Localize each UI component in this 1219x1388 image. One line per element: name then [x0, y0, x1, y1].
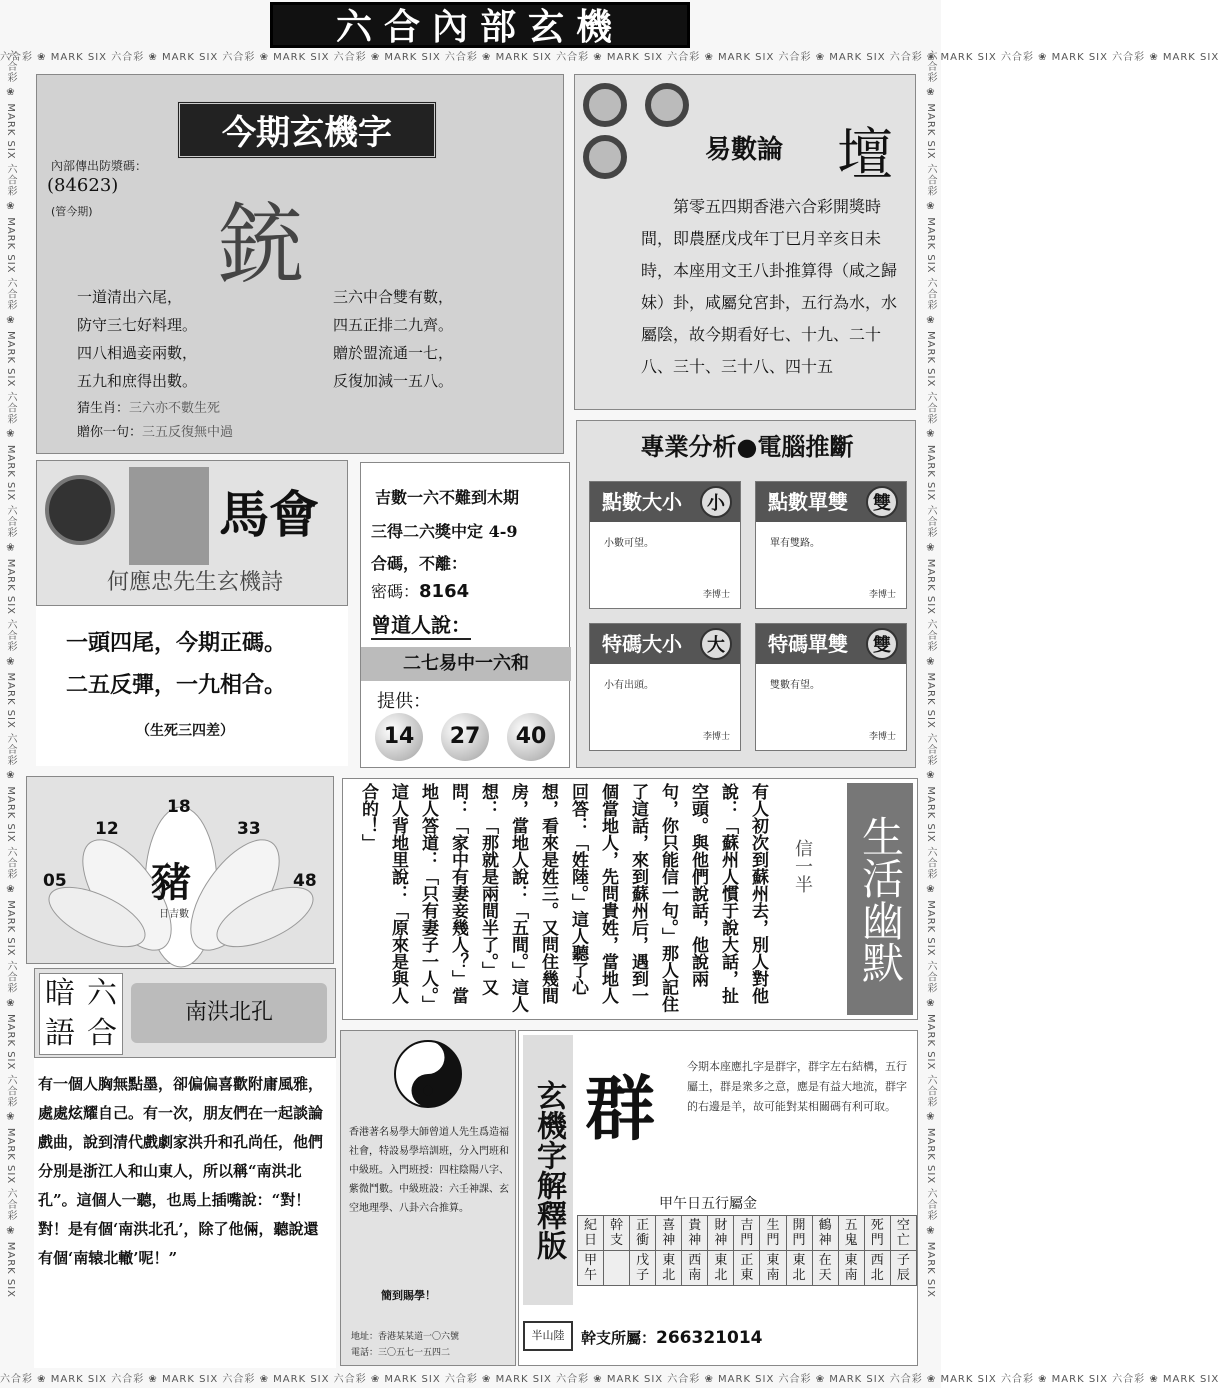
- seal-stamp: 半山陸: [523, 1321, 573, 1351]
- card-head: [590, 482, 740, 522]
- table-cell: 五鬼: [838, 1216, 864, 1251]
- table-cell: 開門: [786, 1216, 812, 1251]
- code-note: (管今期): [51, 205, 93, 218]
- poem-line: 贈於盟流通一七，: [333, 344, 454, 362]
- mahui-line: 二五反彈，一九相合。: [66, 672, 287, 698]
- table-cell: 死門: [864, 1216, 890, 1251]
- ad-cta: 簡到賜學！: [381, 1289, 436, 1302]
- ganzhi-number: 266321014: [656, 1328, 763, 1348]
- card-sign: 李博士: [702, 732, 730, 742]
- table-cell: 空亡: [890, 1216, 916, 1251]
- table-row: [578, 1251, 917, 1286]
- anyu-title: [39, 973, 123, 1055]
- table-cell: 西北: [864, 1251, 890, 1286]
- jiedu-body: 今期本座應扎字是群字，群字左右結構，五行屬土，群是衆多之意，應是有益大地流，群字的右邊是羊，故可能對某相關碼有利可取。: [687, 1060, 907, 1113]
- number-ball: 14: [375, 713, 423, 761]
- table-cell: 貴神: [682, 1216, 708, 1251]
- table-cell: 在天: [812, 1251, 838, 1286]
- analysis-panel: [576, 420, 916, 768]
- humor-title: 生活幽默: [847, 783, 913, 1015]
- jishu-line2: 三得二六獎中定 4-9: [371, 522, 518, 541]
- card-sign: 李博士: [868, 732, 896, 742]
- lotus-number: 12: [95, 819, 119, 839]
- wuxing-table: [577, 1215, 917, 1286]
- card-text: 單有雙路。: [770, 538, 820, 549]
- daoren-banner: 二七易中一六和: [361, 647, 571, 681]
- gift-label: 贈你一句：: [77, 425, 143, 440]
- card-sign: 李博士: [702, 590, 730, 600]
- anyu-title-char: 語: [45, 1016, 75, 1051]
- anyu-title-char: 合: [87, 1016, 117, 1051]
- table-cell: 喜神: [656, 1216, 682, 1251]
- table-cell: 子辰: [890, 1251, 916, 1286]
- xuanji-panel: [36, 74, 564, 454]
- guess-label: 猜生肖：: [77, 401, 130, 416]
- zodiac-sub: 日吉數: [159, 909, 189, 920]
- jiedu-panel: [518, 1030, 918, 1366]
- gift-text: 三五反復無中過: [142, 425, 234, 440]
- mahui-line: 一頭四尾，今期正碼。: [66, 630, 287, 656]
- poem-line: 四八相過妾兩數，: [77, 344, 198, 362]
- analysis-card: [755, 623, 907, 751]
- card-tag: 小: [700, 486, 732, 518]
- analysis-title: 專業分析●電腦推斷: [640, 433, 854, 461]
- big-char: 銃: [217, 193, 306, 296]
- guess-line: [77, 397, 220, 416]
- table-cell: 西南: [682, 1251, 708, 1286]
- table-cell: 生門: [760, 1216, 786, 1251]
- card-head-label: 點數大小: [602, 490, 682, 514]
- table-title: 甲午日五行屬金: [659, 1196, 757, 1212]
- table-cell: [604, 1251, 630, 1286]
- top-border-strip: 六合彩 ❀ MARK SIX 六合彩 ❀ MARK SIX 六合彩 ❀ MARK SIX 六合彩 ❀ MARK SIX 六合彩 ❀ MARK SIX 六合彩 ❀ MARK SIX 六合彩 ❀ MARK SIX 六合彩 ❀ MARK SIX 六合彩 ❀ MARK SIX 六合彩 ❀ MARK SIX 六合彩 ❀ MARK SIX: [0, 52, 1219, 63]
- table-cell: 東北: [786, 1251, 812, 1286]
- card-head-label: 特碼大小: [602, 632, 682, 656]
- poem-line: 四五正排二九齊。: [333, 316, 454, 334]
- card-text: 雙數有望。: [770, 680, 820, 691]
- card-head-label: 特碼單雙: [768, 632, 848, 656]
- yishu-title-big: 壇: [837, 123, 893, 188]
- coin-icon: [645, 83, 689, 127]
- lotus-number: 48: [293, 871, 317, 891]
- yishu-title: 易數論: [705, 135, 784, 165]
- lotus-number: 33: [237, 819, 261, 839]
- poem-right: [333, 283, 453, 395]
- poem-line: 防守三七好料理。: [77, 316, 198, 334]
- table-cell: 正東: [734, 1251, 760, 1286]
- table-cell: 吉門: [734, 1216, 760, 1251]
- daoren-label: 曾道人說：: [371, 609, 471, 640]
- guess-text: 三六亦不數生死: [129, 401, 221, 416]
- ad-body: 香港著名易學大師曾道人先生爲造福社會，特設易學培訓班，分入門班和中級班。入門班授：四柱陰陽八字、紫微鬥數。中級班設：六壬神課、玄空地理學、八卦六合推算。: [349, 1127, 509, 1214]
- bottom-border-strip: 六合彩 ❀ MARK SIX 六合彩 ❀ MARK SIX 六合彩 ❀ MARK SIX 六合彩 ❀ MARK SIX 六合彩 ❀ MARK SIX 六合彩 ❀ MARK SIX 六合彩 ❀ MARK SIX 六合彩 ❀ MARK SIX 六合彩 ❀ MARK SIX 六合彩 ❀ MARK SIX 六合彩 ❀ MARK SIX: [0, 1374, 1219, 1385]
- card-tag: 雙: [866, 486, 898, 518]
- secret-number: 8164: [419, 581, 470, 602]
- portrait-photo: [129, 467, 209, 565]
- card-head: [756, 482, 906, 522]
- anyu-body-box: [34, 1058, 336, 1368]
- number-ball: 40: [507, 713, 555, 761]
- yin-yang-icon: [393, 1039, 463, 1109]
- left-border-strip: 六合彩 ❀ MARK SIX 六合彩 ❀ MARK SIX 六合彩 ❀ MARK SIX 六合彩 ❀ MARK SIX 六合彩 ❀ MARK SIX 六合彩 ❀ MARK SIX 六合彩 ❀ MARK SIX 六合彩 ❀ MARK SIX 六合彩 ❀ MARK SIX 六合彩 ❀ MARK SIX 六合彩 ❀ MARK SIX: [5, 50, 16, 1299]
- card-head-label: 點數單雙: [768, 490, 848, 514]
- anyu-title-char: 六: [87, 976, 117, 1011]
- card-sign: 李博士: [868, 590, 896, 600]
- coin-icon: [583, 135, 627, 179]
- page-title: 六合內部玄機: [270, 2, 690, 48]
- analysis-card: [589, 623, 741, 751]
- code-value: (84623): [47, 175, 119, 196]
- logo-icon: [45, 475, 115, 545]
- ganzhi-line: [581, 1327, 762, 1348]
- card-text: 小有出頭。: [604, 680, 654, 691]
- zodiac-char: 豬: [151, 859, 191, 906]
- jishu-line1: 吉數一六不難到木期: [375, 488, 520, 507]
- poem-line: 三六中合雙有數，: [333, 288, 454, 306]
- secret-label: 密碼：: [371, 582, 420, 601]
- provide-label: 提供：: [377, 691, 431, 712]
- yishu-panel: [574, 74, 916, 410]
- table-cell: 鶴神: [812, 1216, 838, 1251]
- poem-line: 反復加減一五八。: [333, 372, 454, 390]
- anyu-header: [34, 968, 336, 1058]
- ad-addr: 地址：香港某某道一〇六號: [351, 1332, 460, 1342]
- poem-line: 五九和庶得出數。: [77, 372, 198, 390]
- card-tag: 大: [700, 628, 732, 660]
- anyu-body: 有一個人胸無點墨，卻偏偏喜歡附庸風雅，處處炫耀自己。有一次，朋友們在一起談論戲曲，說到清代戲劇家洪升和孔尚任，他們分別是浙江人和山東人，所以稱“南洪北孔”。這個人一聽，也馬上插嘴說：“對！對！是有個‘南洪北孔’，除了他倆，聽說還有個‘南辕北轍’呢！”: [38, 1075, 324, 1267]
- xuanji-title: 今期玄機字: [177, 101, 437, 159]
- lotus-number: 05: [43, 871, 67, 891]
- lotus-panel: [26, 776, 334, 964]
- table-cell: 幹支: [604, 1216, 630, 1251]
- anyu-title-char: 暗: [45, 976, 75, 1011]
- mahui-title: 馬會: [219, 486, 319, 544]
- code-label: 內部傳出防漿碼：: [51, 159, 148, 173]
- ad-tel: 電話：三〇五七一五四二: [351, 1348, 451, 1358]
- secret-line: [371, 579, 469, 602]
- table-cell: 紀日: [578, 1216, 604, 1251]
- card-head: [590, 624, 740, 664]
- yishu-body: 第零五四期香港六合彩開獎時間，即農歷戊戌年丁巳月辛亥日未時，本座用文王八卦推算得（咸之歸妹）卦，咸屬兌宮卦，五行為水，水屬陰，故今期看好七、十九、二十八、三十、三十八、四十五: [641, 197, 898, 376]
- analysis-card: [589, 481, 741, 609]
- gift-line: [77, 421, 233, 440]
- table-cell: 甲午: [578, 1251, 604, 1286]
- analysis-card: [755, 481, 907, 609]
- ganzhi-label: 幹支所屬：: [581, 1329, 657, 1347]
- mahui-lines: [66, 622, 286, 706]
- mahui-note: （生死三四差）: [136, 723, 234, 739]
- humor-body: 有人初次到蘇州去，別人對他說：「蘇州人慣于說大話，扯空頭。與他們說話，他說兩句，你只能信一句。」那人記住了這話，來到蘇州后，遇到一個當地人，先問貴姓，當地人回答：「姓陸。」這人聽了心想，看來是姓三。又問住幾間房，當地人說：「五間。」這人想：「那就是兩間半了。」又問：「家中有妻妾幾人？」當地人答道：「只有妻子一人。」這人背地里說：「原來是與人合的！」: [358, 783, 768, 1013]
- mahui-subtitle: 何應忠先生玄機詩: [107, 570, 284, 595]
- table-cell: 東北: [708, 1251, 734, 1286]
- table-cell: 正衝: [630, 1216, 656, 1251]
- humor-subtitle: 信一半: [792, 839, 813, 893]
- jishu-panel: [360, 462, 570, 768]
- ad-panel: [340, 1030, 516, 1366]
- right-border-strip: 六合彩 ❀ MARK SIX 六合彩 ❀ MARK SIX 六合彩 ❀ MARK SIX 六合彩 ❀ MARK SIX 六合彩 ❀ MARK SIX 六合彩 ❀ MARK SIX 六合彩 ❀ MARK SIX 六合彩 ❀ MARK SIX 六合彩 ❀ MARK SIX 六合彩 ❀ MARK SIX 六合彩 ❀ MARK SIX: [925, 50, 936, 1299]
- anyu-heading: 南洪北孔: [131, 983, 327, 1043]
- poem-line: 一道清出六尾，: [77, 288, 183, 306]
- mahui-body: [36, 606, 348, 766]
- table-cell: 財神: [708, 1216, 734, 1251]
- jishu-line3: 合碼，不離：: [371, 554, 468, 573]
- card-head: [756, 624, 906, 664]
- table-cell: 東南: [838, 1251, 864, 1286]
- table-cell: 戊子: [630, 1251, 656, 1286]
- humor-panel: [342, 778, 918, 1020]
- card-text: 小數可望。: [604, 538, 654, 549]
- table-cell: 東北: [656, 1251, 682, 1286]
- number-ball: 27: [441, 713, 489, 761]
- jiedu-title: 玄機字解釋版: [523, 1035, 573, 1305]
- lotus-number: 18: [167, 797, 191, 817]
- card-tag: 雙: [866, 628, 898, 660]
- coin-icon: [583, 83, 627, 127]
- poem-left: [77, 283, 197, 395]
- mahui-header: [36, 460, 348, 606]
- jiedu-big-char: 群: [585, 1067, 655, 1150]
- table-cell: 東南: [760, 1251, 786, 1286]
- table-row: [578, 1216, 917, 1251]
